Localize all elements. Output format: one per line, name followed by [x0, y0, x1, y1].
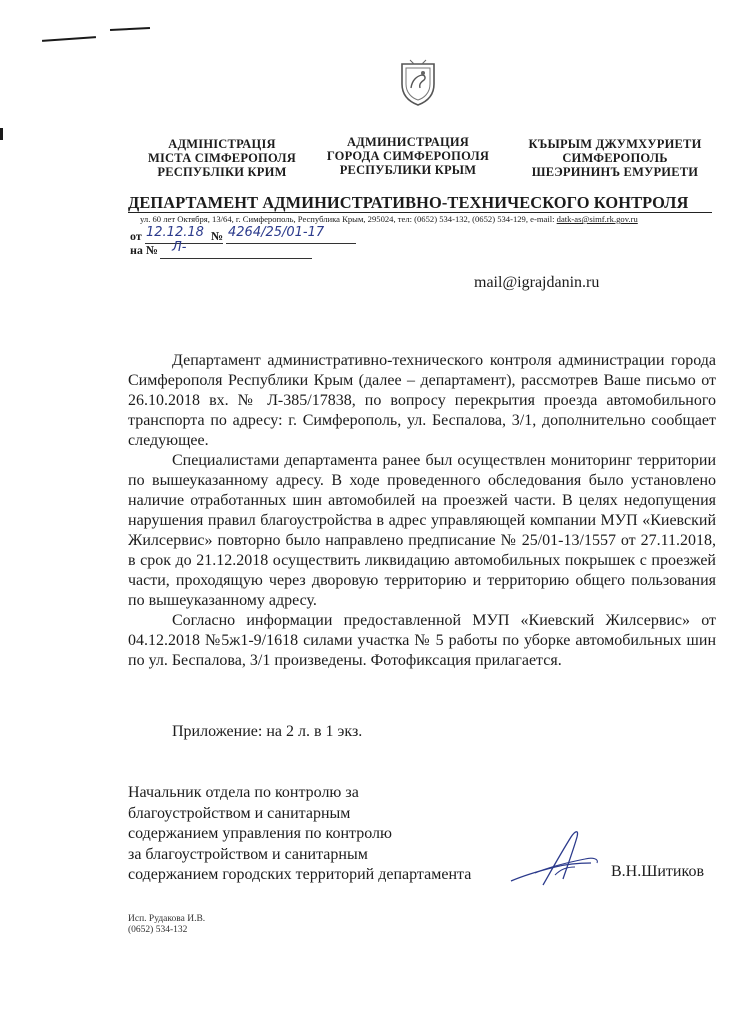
header-line: РЕСПУБЛІКИ КРИМ	[157, 165, 287, 179]
address-text: ул. 60 лет Октября, 13/64, г. Симферополь, Республика Крым, 295024, тел: (0652) 534-132, (0652) 534-129, e-mail:	[140, 214, 557, 224]
header-line: КЪЫРЫМ ДЖУМХУРИЕТИ	[528, 137, 702, 151]
reference-number-label: №	[211, 229, 224, 243]
coat-of-arms-emblem	[398, 58, 438, 106]
handwritten-date: 12.12.18	[146, 225, 204, 240]
header-line: ГОРОДА СИМФЕРОПОЛЯ	[326, 149, 490, 163]
department-email-link[interactable]: datk-as@simf.rk.gov.ru	[556, 214, 638, 224]
position-line: содержанием управления по контролю	[128, 825, 392, 842]
header-ukrainian	[140, 137, 304, 179]
scan-mark	[110, 27, 150, 31]
department-title: ДЕПАРТАМЕНТ АДМИНИСТРАТИВНО-ТЕХНИЧЕСКОГО КОНТРОЛЯ	[128, 193, 689, 212]
reference-from-label: от	[130, 229, 142, 243]
header-line: ШЕЭРИНИНЪ ЕМУРИЕТИ	[531, 165, 699, 179]
signatory-position	[128, 783, 471, 886]
executor-info	[128, 914, 205, 936]
scan-mark	[42, 36, 96, 42]
header-crimean-tatar	[520, 137, 710, 179]
scan-mark	[0, 128, 3, 140]
body-paragraph: Согласно информации предоставленной МУП «Киевский Жилсервис» от 04.12.2018 №5ж1-9/1618 силами участка № 5 работы по уборке автомобильных шин по ул. Беспалова, 3/1 произведены. Фотофиксация прилагается.	[128, 612, 716, 669]
to-number-blank	[160, 258, 312, 259]
header-russian	[318, 135, 498, 177]
header-line: СИМФЕРОПОЛЬ	[562, 151, 668, 165]
title-rule	[128, 212, 712, 213]
recipient-email: mail@igrajdanin.ru	[474, 274, 600, 291]
position-line: благоустройством и санитарным	[128, 804, 351, 822]
address-line	[140, 214, 638, 224]
handwritten-number: 4264/25/01-17	[228, 225, 325, 240]
body-paragraph: Департамент административно-технического контроля администрации города Симферополя Республики Крым (далее – департамент), рассмотрев Ваше письмо от 26.10.2018 вх. № Л-385/17838, по вопросу перекрытия проезда автомобильного транспорта по адресу: г. Симферополь, ул. Беспалова, 3/1, дополнительно сообщает следующее.	[128, 352, 716, 449]
header-line: АДМИНИСТРАЦИЯ	[346, 135, 470, 149]
header-line: РЕСПУБЛИКИ КРЫМ	[339, 163, 477, 177]
position-line: Начальник отдела по контролю за	[128, 784, 359, 801]
attachment-note: Приложение: на 2 л. в 1 экз.	[172, 723, 363, 740]
header-line: АДМІНІСТРАЦІЯ	[168, 137, 276, 151]
header-line: МІСТА СІМФЕРОПОЛЯ	[147, 151, 296, 165]
executor-phone: (0652) 534-132	[128, 925, 188, 935]
signer-name: В.Н.Шитиков	[611, 863, 704, 880]
number-blank	[226, 243, 356, 244]
position-line: за благоустройством и санитарным	[128, 845, 368, 863]
letter-body	[128, 351, 716, 671]
position-line: содержанием городских территорий департамента	[128, 866, 472, 883]
executor-name: Исп. Рудакова И.В.	[128, 914, 206, 924]
reference-to-label: на №	[130, 243, 158, 257]
body-paragraph: Специалистами департамента ранее был осуществлен мониторинг территории по вышеуказанному адресу. В ходе проведенного обследования было установлено наличие отработанных шин автомобилей на проезжей части. В целях недопущения нарушения правил благоустройства в адрес управляющей компании МУП «Киевский Жилсервис» повторно было направлено предписание № 25/01-13/1557 от 27.11.2018, в срок до 21.12.2018 осуществить ликвидацию автомобильных покрышек с проезжей части, проходящую через дворовую территорию и территорию общего пользования по вышеуказанному адресу.	[128, 452, 716, 609]
handwritten-to-number: Л-	[172, 240, 187, 255]
handwritten-signature	[505, 823, 605, 893]
